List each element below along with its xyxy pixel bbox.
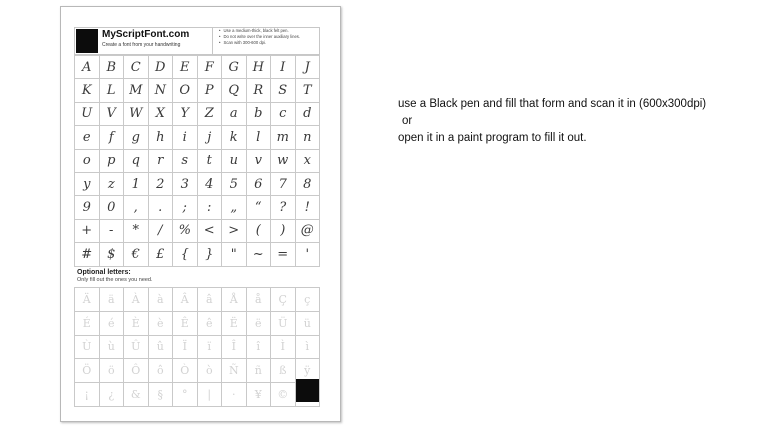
glyph-cell[interactable]: :	[198, 196, 223, 219]
optional-character-grid	[74, 287, 320, 407]
glyph-cell[interactable]: =	[271, 243, 296, 266]
glyph-cell[interactable]: N	[149, 79, 174, 102]
glyph-cell[interactable]: Ç	[271, 288, 296, 312]
glyph-cell[interactable]: n	[296, 126, 321, 149]
glyph-cell[interactable]: w	[271, 150, 296, 173]
glyph-cell[interactable]: Q	[222, 79, 247, 102]
glyph-cell[interactable]: a	[222, 103, 247, 126]
glyph-cell[interactable]: !	[296, 196, 321, 219]
note-line-2: or	[402, 115, 413, 127]
glyph-cell[interactable]: t	[198, 150, 223, 173]
glyph-cell[interactable]: Ò	[173, 359, 198, 383]
glyph-cell[interactable]: ò	[198, 359, 223, 383]
glyph-cell[interactable]: ~	[247, 243, 272, 266]
glyph-cell[interactable]: r	[149, 150, 174, 173]
glyph-cell[interactable]: W	[124, 103, 149, 126]
note-line-3: open it in a paint program to fill it out.	[398, 132, 587, 144]
glyph-cell[interactable]: 9	[75, 196, 100, 219]
glyph-cell[interactable]: ;	[173, 196, 198, 219]
glyph-cell[interactable]: S	[271, 79, 296, 102]
glyph-cell[interactable]: À	[124, 288, 149, 312]
glyph-cell[interactable]: â	[198, 288, 223, 312]
glyph-cell[interactable]: "	[222, 243, 247, 266]
font-template-form	[60, 6, 341, 422]
glyph-cell[interactable]: 2	[149, 173, 174, 196]
glyph-cell[interactable]: Û	[124, 336, 149, 360]
glyph-cell[interactable]: ?	[271, 196, 296, 219]
glyph-cell[interactable]: $	[100, 243, 125, 266]
optional-letters-subtitle: Only fill out the ones you need.	[77, 277, 153, 283]
glyph-cell[interactable]: L	[100, 79, 125, 102]
instruction-item: • Do not write over the inner auxiliary lines.	[219, 34, 300, 40]
glyph-cell[interactable]: Ï	[173, 336, 198, 360]
glyph-cell[interactable]: Å	[222, 288, 247, 312]
glyph-cell[interactable]: É	[75, 312, 100, 336]
glyph-cell[interactable]: {	[173, 243, 198, 266]
glyph-cell[interactable]: €	[124, 243, 149, 266]
glyph-cell[interactable]: à	[149, 288, 174, 312]
glyph-cell[interactable]: j	[198, 126, 223, 149]
glyph-cell[interactable]: o	[75, 150, 100, 173]
glyph-cell[interactable]: m	[271, 126, 296, 149]
glyph-cell[interactable]: è	[149, 312, 174, 336]
glyph-cell[interactable]: Ö	[75, 359, 100, 383]
glyph-cell[interactable]: B	[100, 56, 125, 79]
glyph-cell[interactable]: Ì	[271, 336, 296, 360]
glyph-cell[interactable]: 7	[271, 173, 296, 196]
glyph-cell[interactable]: ì	[296, 336, 321, 360]
glyph-cell[interactable]: ö	[100, 359, 125, 383]
glyph-cell[interactable]: T	[296, 79, 321, 102]
glyph-cell[interactable]: ô	[149, 359, 174, 383]
character-grid	[74, 55, 320, 267]
glyph-cell[interactable]: Ë	[222, 312, 247, 336]
glyph-cell[interactable]: “	[247, 196, 272, 219]
glyph-cell[interactable]: î	[247, 336, 272, 360]
glyph-cell[interactable]: p	[100, 150, 125, 173]
glyph-cell[interactable]: +	[75, 220, 100, 243]
glyph-cell[interactable]: é	[100, 312, 125, 336]
glyph-cell[interactable]: *	[124, 220, 149, 243]
glyph-cell[interactable]: G	[222, 56, 247, 79]
glyph-cell[interactable]: E	[173, 56, 198, 79]
glyph-cell[interactable]: i	[173, 126, 198, 149]
glyph-cell[interactable]: (	[247, 220, 272, 243]
instructions-list	[212, 28, 300, 54]
glyph-cell[interactable]: J	[296, 56, 321, 79]
glyph-cell[interactable]: 8	[296, 173, 321, 196]
glyph-cell[interactable]: 0	[100, 196, 125, 219]
glyph-cell[interactable]: Ù	[75, 336, 100, 360]
glyph-cell[interactable]: „	[222, 196, 247, 219]
glyph-cell[interactable]: e	[75, 126, 100, 149]
glyph-cell[interactable]: U	[75, 103, 100, 126]
instruction-item: • Use a medium-thick, black felt pen.	[219, 28, 300, 34]
glyph-cell[interactable]: ê	[198, 312, 223, 336]
glyph-cell[interactable]: z	[100, 173, 125, 196]
glyph-cell[interactable]: .	[149, 196, 174, 219]
glyph-cell[interactable]: >	[222, 220, 247, 243]
glyph-cell[interactable]: °	[173, 383, 198, 407]
glyph-cell[interactable]: g	[124, 126, 149, 149]
glyph-cell[interactable]: 3	[173, 173, 198, 196]
glyph-cell[interactable]: d	[296, 103, 321, 126]
glyph-cell[interactable]: §	[149, 383, 174, 407]
instruction-note	[398, 96, 706, 147]
glyph-cell[interactable]: u	[222, 150, 247, 173]
glyph-cell[interactable]: £	[149, 243, 174, 266]
optional-letters-title: Optional letters:	[77, 269, 131, 276]
glyph-cell[interactable]: K	[75, 79, 100, 102]
glyph-cell[interactable]: Ä	[75, 288, 100, 312]
glyph-cell[interactable]: ,	[124, 196, 149, 219]
glyph-cell[interactable]: 4	[198, 173, 223, 196]
glyph-cell[interactable]: ¿	[100, 383, 125, 407]
glyph-cell[interactable]: ß	[271, 359, 296, 383]
glyph-cell[interactable]: ë	[247, 312, 272, 336]
glyph-cell[interactable]: h	[149, 126, 174, 149]
glyph-cell[interactable]: ñ	[247, 359, 272, 383]
glyph-cell[interactable]: R	[247, 79, 272, 102]
glyph-cell[interactable]: 6	[247, 173, 272, 196]
glyph-cell[interactable]: ©	[271, 383, 296, 407]
glyph-cell[interactable]: @	[296, 220, 321, 243]
glyph-cell[interactable]: O	[173, 79, 198, 102]
glyph-cell[interactable]: ¥	[247, 383, 272, 407]
glyph-cell[interactable]: |	[198, 383, 223, 407]
glyph-cell[interactable]: s	[173, 150, 198, 173]
glyph-cell[interactable]: È	[124, 312, 149, 336]
glyph-cell[interactable]: k	[222, 126, 247, 149]
glyph-cell[interactable]: X	[149, 103, 174, 126]
instruction-item: • Scan with 300-600 dpi.	[219, 40, 300, 46]
glyph-cell[interactable]: y	[75, 173, 100, 196]
glyph-cell[interactable]: ·	[222, 383, 247, 407]
glyph-cell[interactable]: /	[149, 220, 174, 243]
glyph-cell[interactable]: }	[198, 243, 223, 266]
glyph-cell[interactable]: å	[247, 288, 272, 312]
glyph-cell[interactable]: ¡	[75, 383, 100, 407]
glyph-cell[interactable]: 5	[222, 173, 247, 196]
glyph-cell[interactable]: P	[198, 79, 223, 102]
glyph-cell[interactable]: '	[296, 243, 321, 266]
glyph-cell[interactable]: Ü	[271, 312, 296, 336]
glyph-cell[interactable]: Ñ	[222, 359, 247, 383]
glyph-cell[interactable]: ç	[296, 288, 321, 312]
glyph-cell[interactable]: ù	[100, 336, 125, 360]
glyph-cell[interactable]: b	[247, 103, 272, 126]
glyph-cell[interactable]: D	[149, 56, 174, 79]
glyph-cell[interactable]: H	[247, 56, 272, 79]
glyph-cell[interactable]: Ô	[124, 359, 149, 383]
glyph-cell[interactable]: û	[149, 336, 174, 360]
glyph-cell[interactable]: &	[124, 383, 149, 407]
brand-tagline: Create a font from your handwriting	[102, 42, 181, 48]
glyph-cell[interactable]: %	[173, 220, 198, 243]
brand-title: MyScriptFont.com	[102, 29, 190, 40]
glyph-cell[interactable]: q	[124, 150, 149, 173]
glyph-cell[interactable]: ü	[296, 312, 321, 336]
glyph-cell[interactable]: I	[271, 56, 296, 79]
glyph-cell[interactable]: Î	[222, 336, 247, 360]
glyph-cell[interactable]: )	[271, 220, 296, 243]
glyph-cell[interactable]: Z	[198, 103, 223, 126]
glyph-cell[interactable]: ï	[198, 336, 223, 360]
note-line-1: use a Black pen and fill that form and scan it in (600x300dpi)	[398, 98, 707, 110]
form-header	[74, 27, 320, 55]
glyph-cell[interactable]: x	[296, 150, 321, 173]
glyph-cell[interactable]: f	[100, 126, 125, 149]
glyph-cell[interactable]: A	[75, 56, 100, 79]
glyph-cell[interactable]: Y	[173, 103, 198, 126]
glyph-cell[interactable]: M	[124, 79, 149, 102]
glyph-cell[interactable]: ÿ	[296, 359, 321, 383]
glyph-cell[interactable]: -	[100, 220, 125, 243]
glyph-cell[interactable]: F	[198, 56, 223, 79]
glyph-cell[interactable]: v	[247, 150, 272, 173]
registration-mark	[76, 29, 98, 53]
glyph-cell[interactable]: 1	[124, 173, 149, 196]
glyph-cell[interactable]: ä	[100, 288, 125, 312]
glyph-cell[interactable]: c	[271, 103, 296, 126]
glyph-cell[interactable]: l	[247, 126, 272, 149]
registration-mark	[296, 379, 319, 402]
glyph-cell[interactable]: V	[100, 103, 125, 126]
glyph-cell[interactable]: C	[124, 56, 149, 79]
glyph-cell[interactable]: #	[75, 243, 100, 266]
glyph-cell[interactable]: Â	[173, 288, 198, 312]
glyph-cell[interactable]: <	[198, 220, 223, 243]
glyph-cell[interactable]: Ê	[173, 312, 198, 336]
